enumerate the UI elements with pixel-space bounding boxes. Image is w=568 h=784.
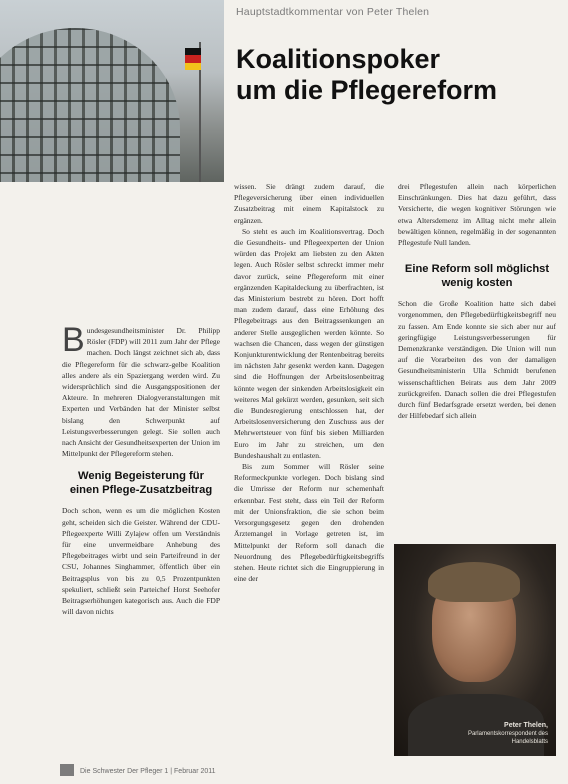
footer-journal: Die Schwester Der Pfleger 1 | Februar 2011 (80, 768, 216, 775)
author-role: Parlamentskorrespondent des Handelsblatts (467, 731, 548, 745)
page-number-block (60, 764, 74, 776)
section-kicker: Hauptstadtkommentar von Peter Thelen (236, 6, 430, 18)
body-paragraph: Bis zum Sommer will Rösler seine Reformeckpunkte vorlegen. Doch bislang sind die Umrisse der Reform nur schemenhaft erkennbar. Fest steht, dass ein Teil der Reform mit der Unionsfraktion, die sie schon beim Versorgungsgesetz gegen den drohenden Ärztemangel in Vorlage getreten ist, im Mittelpunkt der Reform soll danach die Neuordnung des Pflegebedürftigkeitsbegriffs stehen. Heute richtet sich die Eingruppierung in eine der (234, 462, 384, 584)
intro-text: undesgesundheitsminister Dr. Philipp Rösler (FDP) will 2011 zum Jahr der Pflege machen. Doch längst zeichnet sich ab, dass die Pflegereform für die schwarz-gelbe Koalition alles andere als ein Spaziergang werden wird. Zu widersprüchlich sind die Ausgangspositionen der Akteure. In mehreren Dialogveranstaltungen mit Experten und Verbänden hat der Minister selbst bislang den Schwerpunkt auf Leistungsverbesserungen gelegt. Sie sollen auch nach Ansicht der Gesundheitsexperten der Union im Mittelpunkt der Pflegereform stehen. (62, 326, 220, 459)
article-headline (236, 44, 556, 106)
portrait-hair (428, 562, 520, 602)
german-flag-icon (185, 48, 201, 70)
article-column-2 (234, 181, 384, 584)
headline-line-2: um die Pflegereform (236, 75, 498, 105)
subheading-reform-kosten: Eine Reform soll möglichst wenig kosten (404, 263, 550, 290)
author-name: Peter Thelen, (504, 722, 548, 729)
reichstag-dome-photo (0, 0, 224, 182)
intro-paragraph (62, 321, 220, 459)
body-paragraph: So steht es auch im Koalitionsvertrag. Doch die Gesundheits- und Pflegeexperten der Union würden das Projekt am liebsten zu den Akten legen. Auch Rösler selbst schreckt immer mehr davor zurück, seine Pflegereform mit einer ergänzenden Kapitaldeckung zu überfrachten, ist das Ministerium bestrebt zu hören. Dort hofft man zudem darauf, dass eine Erhöhung des Pflegebeitrags aus den Beitragssenkungen an anderer Stelle ausgeglichen werden könnte. So wachsen die Chancen, dass wegen der günstigen Konjunkturentwicklung der Rentenbeitrag bereits im nächsten Jahr gesenkt werden kann. Dagegen sind die Hoffnungen der Arbeitslosenbeitrag könnte wegen der sinkenden Arbeitslosigkeit ein weiteres Mal gekürzt werden, gesunken, seit sich die Bundesregierung entschlossen hat, der Arbeitslosenversicherung den Zuschuss aus der Mehrwertsteuer von fünf bis sieben Milliarden Euro im Jahr zu streichen, um den Bundeshaushalt zu entlasten. (234, 226, 384, 460)
body-paragraph: wissen. Sie drängt zudem darauf, die Pflegeversicherung über einen individuellen Zusatzbeitrag mit einem Kapitalstock zu ergänzen. (234, 182, 384, 225)
drop-cap: B (62, 321, 85, 359)
dome-rings (0, 28, 180, 182)
headline-line-1: Koalitionspoker (236, 44, 441, 74)
article-column-3 (398, 181, 556, 421)
body-paragraph: Schon die Große Koalition hatte sich dabei vorgenommen, den Pflegebedürftigkeitsbegriff neu zu fassen. Am Ende konnte sie sich aber nur auf geringfügige Leistungsverbesserungen für Demenzkranke verständigen. Die Union will nun auf die Vorarbeiten des von der damaligen Gesundheitsministerin Ulla Schmidt berufenen wissenschaftlichen Beirats aus dem Jahr 2009 zurückgreifen. Danach sollen die drei Pflegestufen durch fünf Bedarfsgrade ersetzt werden, bei denen der Hilfebedarf sich allein (398, 299, 556, 421)
author-portrait-photo (394, 544, 556, 756)
portrait-caption (458, 722, 548, 746)
body-paragraph: drei Pflegestufen allein nach körperlichen Einschränkungen. Dies hat dazu geführt, dass Versicherte, die wegen kognitiver Störungen wie etwa Altersdemenz im Alltag nicht mehr allein bewältigen können, regelmäßig in der sogenannten Pflegestufe Null landen. (398, 182, 556, 248)
body-paragraph: Doch schon, wenn es um die möglichen Kosten geht, scheiden sich die Geister. Während der CDU-Pflegeexperte Willi Zylajew offen um Verständnis für eine unvermeidbare Anhebung des Pflegebeitrages wirbt und sein Parteifreund in der CSU, Johannes Singhammer, öffentlich über ein Beitragsplus von bis zu 0,5 Prozentpunkten spekuliert, schließt sein Parteichef Horst Seehofer Beitragserhöhungen kategorisch aus. Auch die FDP will davon nichts (62, 506, 220, 617)
article-column-1 (62, 321, 220, 617)
subheading-zusatzbeitrag: Wenig Begeisterung für einen Pflege-Zusatzbeitrag (69, 470, 213, 497)
